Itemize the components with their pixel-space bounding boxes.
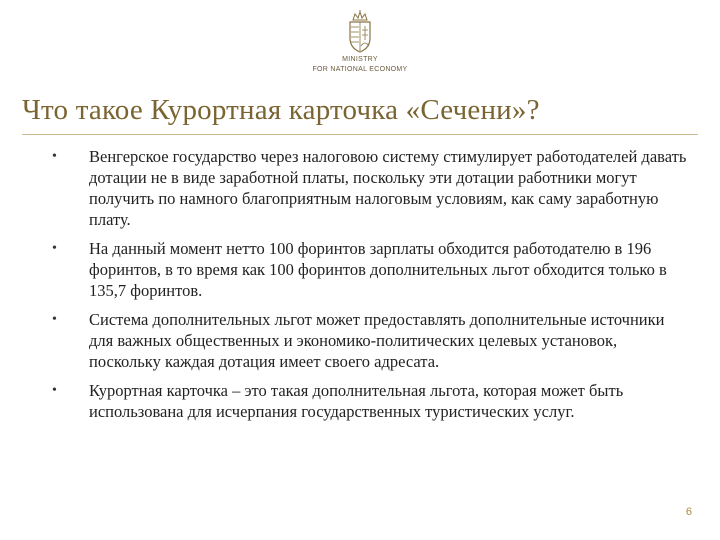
list-item [52, 380, 692, 422]
title-divider [22, 134, 698, 135]
bullet-icon: • [52, 312, 57, 327]
bullet-icon: • [52, 149, 57, 164]
bullet-text: Система дополнительных льгот может предоставлять дополнительные источники для важных общественных и экономико-политических целевых установок, поскольку каждая дотация имеет своего адресата. [89, 310, 665, 371]
bullet-text: Курортная карточка – это такая дополнительная льгота, которая может быть использована для исчерпания государственных туристических услуг. [89, 381, 624, 421]
page-number: 6 [685, 506, 692, 518]
bullet-icon: • [52, 241, 57, 256]
ministry-logo [300, 10, 420, 84]
coat-of-arms-icon [345, 10, 375, 54]
bullet-list [52, 146, 692, 430]
list-item [52, 309, 692, 372]
logo-text-line1: MINISTRY [342, 56, 378, 63]
bullet-text: На данный момент нетто 100 форинтов зарплаты обходится работодателю в 196 форинтов, в то время как 100 форинтов дополнительных льгот обходится только в 135,7 форинтов. [89, 239, 667, 300]
bullet-text: Венгерское государство через налоговою систему стимулирует работодателей давать дотации не в виде заработной платы, поскольку эти дотации работники могут получить по намного благоприятным налоговым условиям, как саму заработную плату. [89, 147, 687, 229]
logo-text-line2: FOR NATIONAL ECONOMY [312, 66, 408, 73]
list-item [52, 146, 692, 230]
bullet-icon: • [52, 383, 57, 398]
list-item [52, 238, 692, 301]
slide-title: Что такое Курортная карточка «Сечени»? [22, 94, 540, 126]
